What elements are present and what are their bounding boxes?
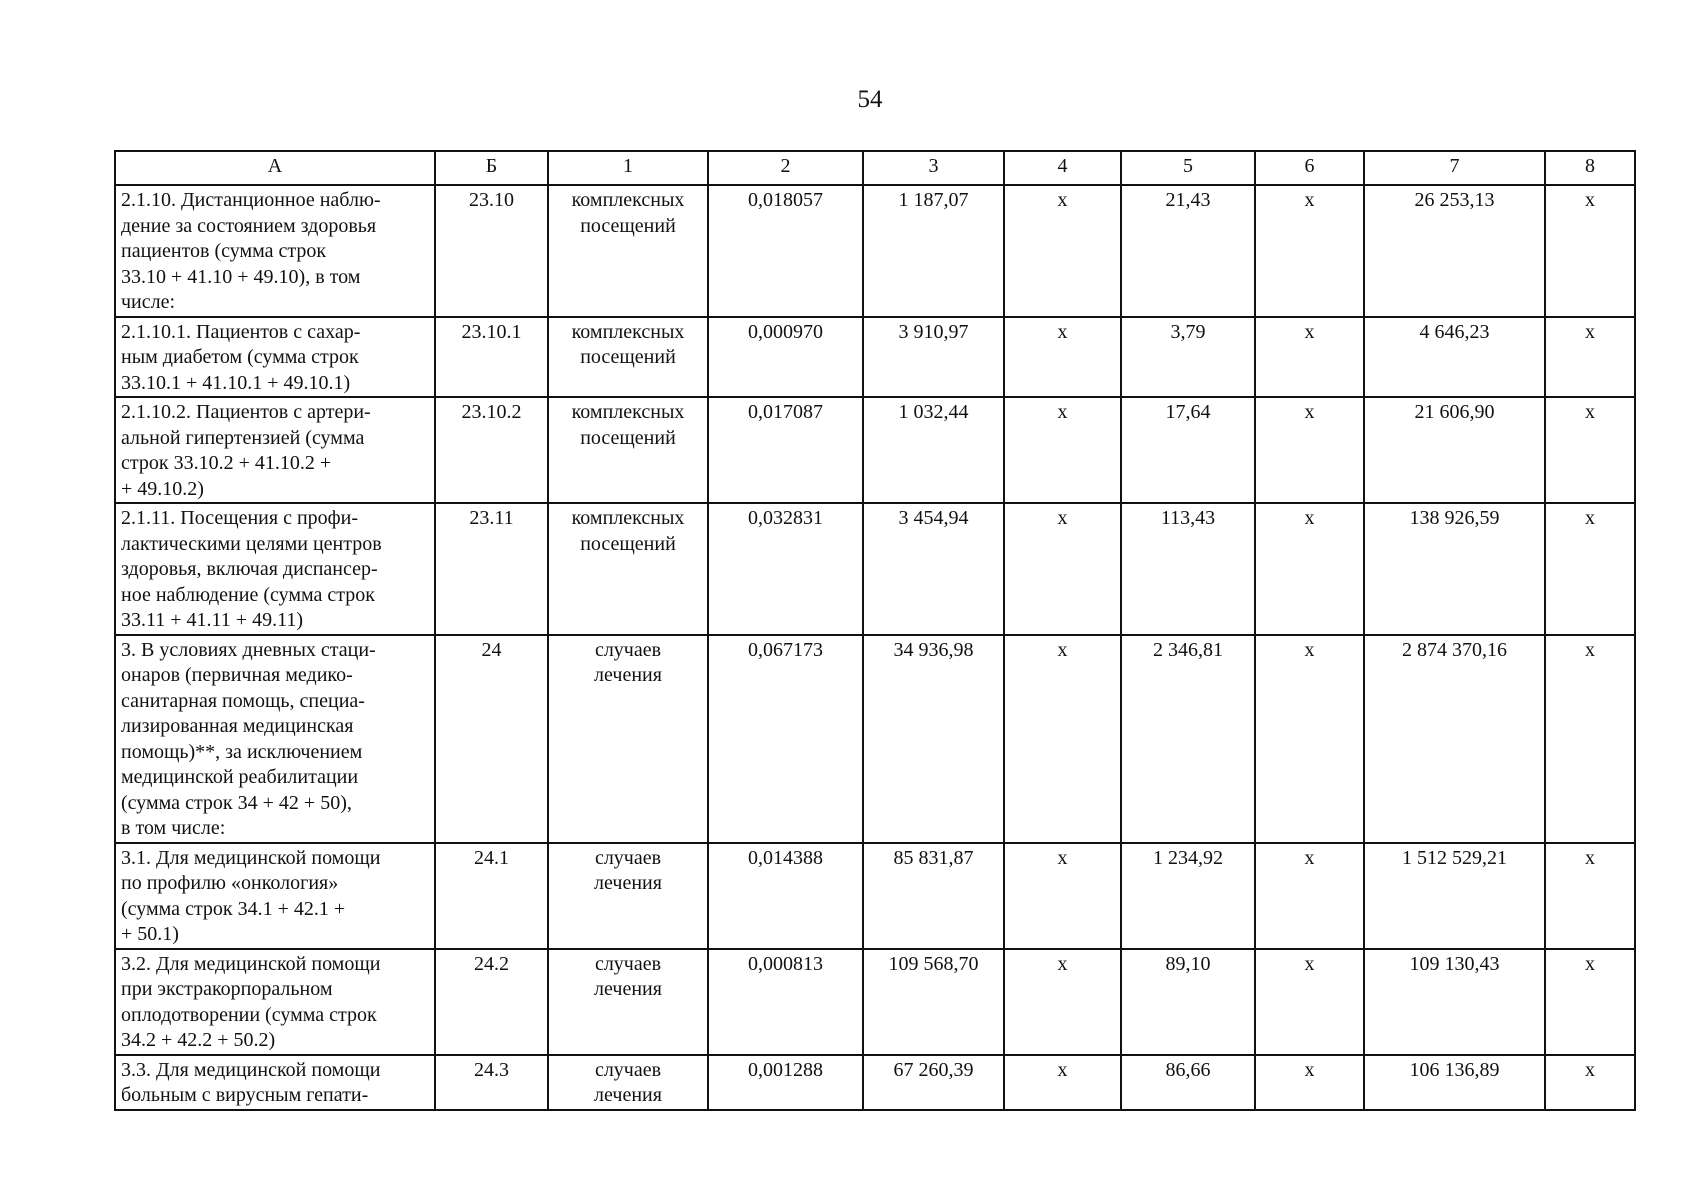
col-3-value: 3 910,97: [863, 317, 1004, 398]
col-2-value: 0,000970: [708, 317, 863, 398]
col-7-value: 21 606,90: [1364, 397, 1545, 503]
col-3-value: 67 260,39: [863, 1055, 1004, 1110]
col-3-value: 34 936,98: [863, 635, 1004, 843]
col-2-value: 0,014388: [708, 843, 863, 949]
col-5-value: 17,64: [1121, 397, 1255, 503]
table-row: [115, 397, 1635, 503]
col-4-value: х: [1004, 949, 1121, 1055]
col-8-value: х: [1545, 503, 1635, 635]
col-2-value: 0,032831: [708, 503, 863, 635]
col-5-value: 89,10: [1121, 949, 1255, 1055]
row-label: 2.1.11. Посещения с профи- лактическими целями центров здоровья, включая диспансер- ное наблюдение (сумма строк 33.11 + 41.11 + 49.11): [115, 503, 435, 635]
row-label: 2.1.10.1. Пациентов с сахар- ным диабетом (сумма строк 33.10.1 + 41.10.1 + 49.10.1): [115, 317, 435, 398]
col-2-value: 0,000813: [708, 949, 863, 1055]
unit: случаев лечения: [548, 635, 708, 843]
col-5-value: 86,66: [1121, 1055, 1255, 1110]
col-4-value: х: [1004, 635, 1121, 843]
col-4-value: х: [1004, 843, 1121, 949]
col-4-value: х: [1004, 397, 1121, 503]
col-7-value: 1 512 529,21: [1364, 843, 1545, 949]
col-7-value: 4 646,23: [1364, 317, 1545, 398]
line-code: 23.10.1: [435, 317, 548, 398]
line-code: 24.2: [435, 949, 548, 1055]
col-6-value: х: [1255, 949, 1364, 1055]
data-table: [114, 150, 1636, 1111]
col-5-value: 1 234,92: [1121, 843, 1255, 949]
col-7-value: 109 130,43: [1364, 949, 1545, 1055]
line-code: 24: [435, 635, 548, 843]
col-6-value: х: [1255, 843, 1364, 949]
col-6-value: х: [1255, 397, 1364, 503]
col-2-value: 0,017087: [708, 397, 863, 503]
col-8-value: х: [1545, 185, 1635, 317]
line-code: 24.1: [435, 843, 548, 949]
col-6-value: х: [1255, 635, 1364, 843]
table-row: [115, 317, 1635, 398]
table-header: [115, 151, 1635, 185]
col-6-value: х: [1255, 317, 1364, 398]
col-3-value: 85 831,87: [863, 843, 1004, 949]
table-body: [115, 185, 1635, 1110]
unit: комплексных посещений: [548, 317, 708, 398]
col-7-value: 2 874 370,16: [1364, 635, 1545, 843]
column-header-b: Б: [435, 151, 548, 185]
col-4-value: х: [1004, 317, 1121, 398]
col-2-value: 0,001288: [708, 1055, 863, 1110]
line-code: 23.10.2: [435, 397, 548, 503]
table-row: [115, 503, 1635, 635]
column-header-3: 3: [863, 151, 1004, 185]
col-6-value: х: [1255, 1055, 1364, 1110]
unit: комплексных посещений: [548, 185, 708, 317]
col-2-value: 0,067173: [708, 635, 863, 843]
row-label: 3.3. Для медицинской помощи больным с вирусным гепати-: [115, 1055, 435, 1110]
unit: случаев лечения: [548, 949, 708, 1055]
col-8-value: х: [1545, 397, 1635, 503]
row-label: 3. В условиях дневных стаци- онаров (первичная медико- санитарная помощь, специа- лизированная медицинская помощь)**, за исключением медицинской реабилитации (сумма строк 34 + 42 + 50), в том числе:: [115, 635, 435, 843]
page-number: 54: [857, 86, 883, 113]
column-header-a: А: [115, 151, 435, 185]
col-3-value: 109 568,70: [863, 949, 1004, 1055]
row-label: 3.2. Для медицинской помощи при экстракорпоральном оплодотворении (сумма строк 34.2 + 42.2 + 50.2): [115, 949, 435, 1055]
col-7-value: 138 926,59: [1364, 503, 1545, 635]
table-row: [115, 1055, 1635, 1110]
column-header-5: 5: [1121, 151, 1255, 185]
column-header-7: 7: [1364, 151, 1545, 185]
col-4-value: х: [1004, 185, 1121, 317]
col-7-value: 106 136,89: [1364, 1055, 1545, 1110]
col-3-value: 1 032,44: [863, 397, 1004, 503]
col-8-value: х: [1545, 843, 1635, 949]
line-code: 23.11: [435, 503, 548, 635]
unit: случаев лечения: [548, 843, 708, 949]
col-3-value: 1 187,07: [863, 185, 1004, 317]
table-row: [115, 949, 1635, 1055]
col-4-value: х: [1004, 503, 1121, 635]
table-row: [115, 185, 1635, 317]
line-code: 24.3: [435, 1055, 548, 1110]
table-row: [115, 635, 1635, 843]
header-row: [115, 151, 1635, 185]
row-label: 2.1.10. Дистанционное наблю- дение за состоянием здоровья пациентов (сумма строк 33.10 + 41.10 + 49.10), в том числе:: [115, 185, 435, 317]
col-7-value: 26 253,13: [1364, 185, 1545, 317]
col-5-value: 2 346,81: [1121, 635, 1255, 843]
col-5-value: 113,43: [1121, 503, 1255, 635]
column-header-8: 8: [1545, 151, 1635, 185]
row-label: 2.1.10.2. Пациентов с артери- альной гипертензией (сумма строк 33.10.2 + 41.10.2 + + 49.10.2): [115, 397, 435, 503]
column-header-6: 6: [1255, 151, 1364, 185]
col-5-value: 3,79: [1121, 317, 1255, 398]
column-header-2: 2: [708, 151, 863, 185]
col-5-value: 21,43: [1121, 185, 1255, 317]
col-3-value: 3 454,94: [863, 503, 1004, 635]
column-header-4: 4: [1004, 151, 1121, 185]
col-8-value: х: [1545, 317, 1635, 398]
unit: случаев лечения: [548, 1055, 708, 1110]
col-8-value: х: [1545, 949, 1635, 1055]
column-header-1: 1: [548, 151, 708, 185]
col-2-value: 0,018057: [708, 185, 863, 317]
col-8-value: х: [1545, 1055, 1635, 1110]
col-4-value: х: [1004, 1055, 1121, 1110]
col-8-value: х: [1545, 635, 1635, 843]
unit: комплексных посещений: [548, 397, 708, 503]
unit: комплексных посещений: [548, 503, 708, 635]
row-label: 3.1. Для медицинской помощи по профилю «онкология» (сумма строк 34.1 + 42.1 + + 50.1): [115, 843, 435, 949]
line-code: 23.10: [435, 185, 548, 317]
table-row: [115, 843, 1635, 949]
col-6-value: х: [1255, 185, 1364, 317]
col-6-value: х: [1255, 503, 1364, 635]
